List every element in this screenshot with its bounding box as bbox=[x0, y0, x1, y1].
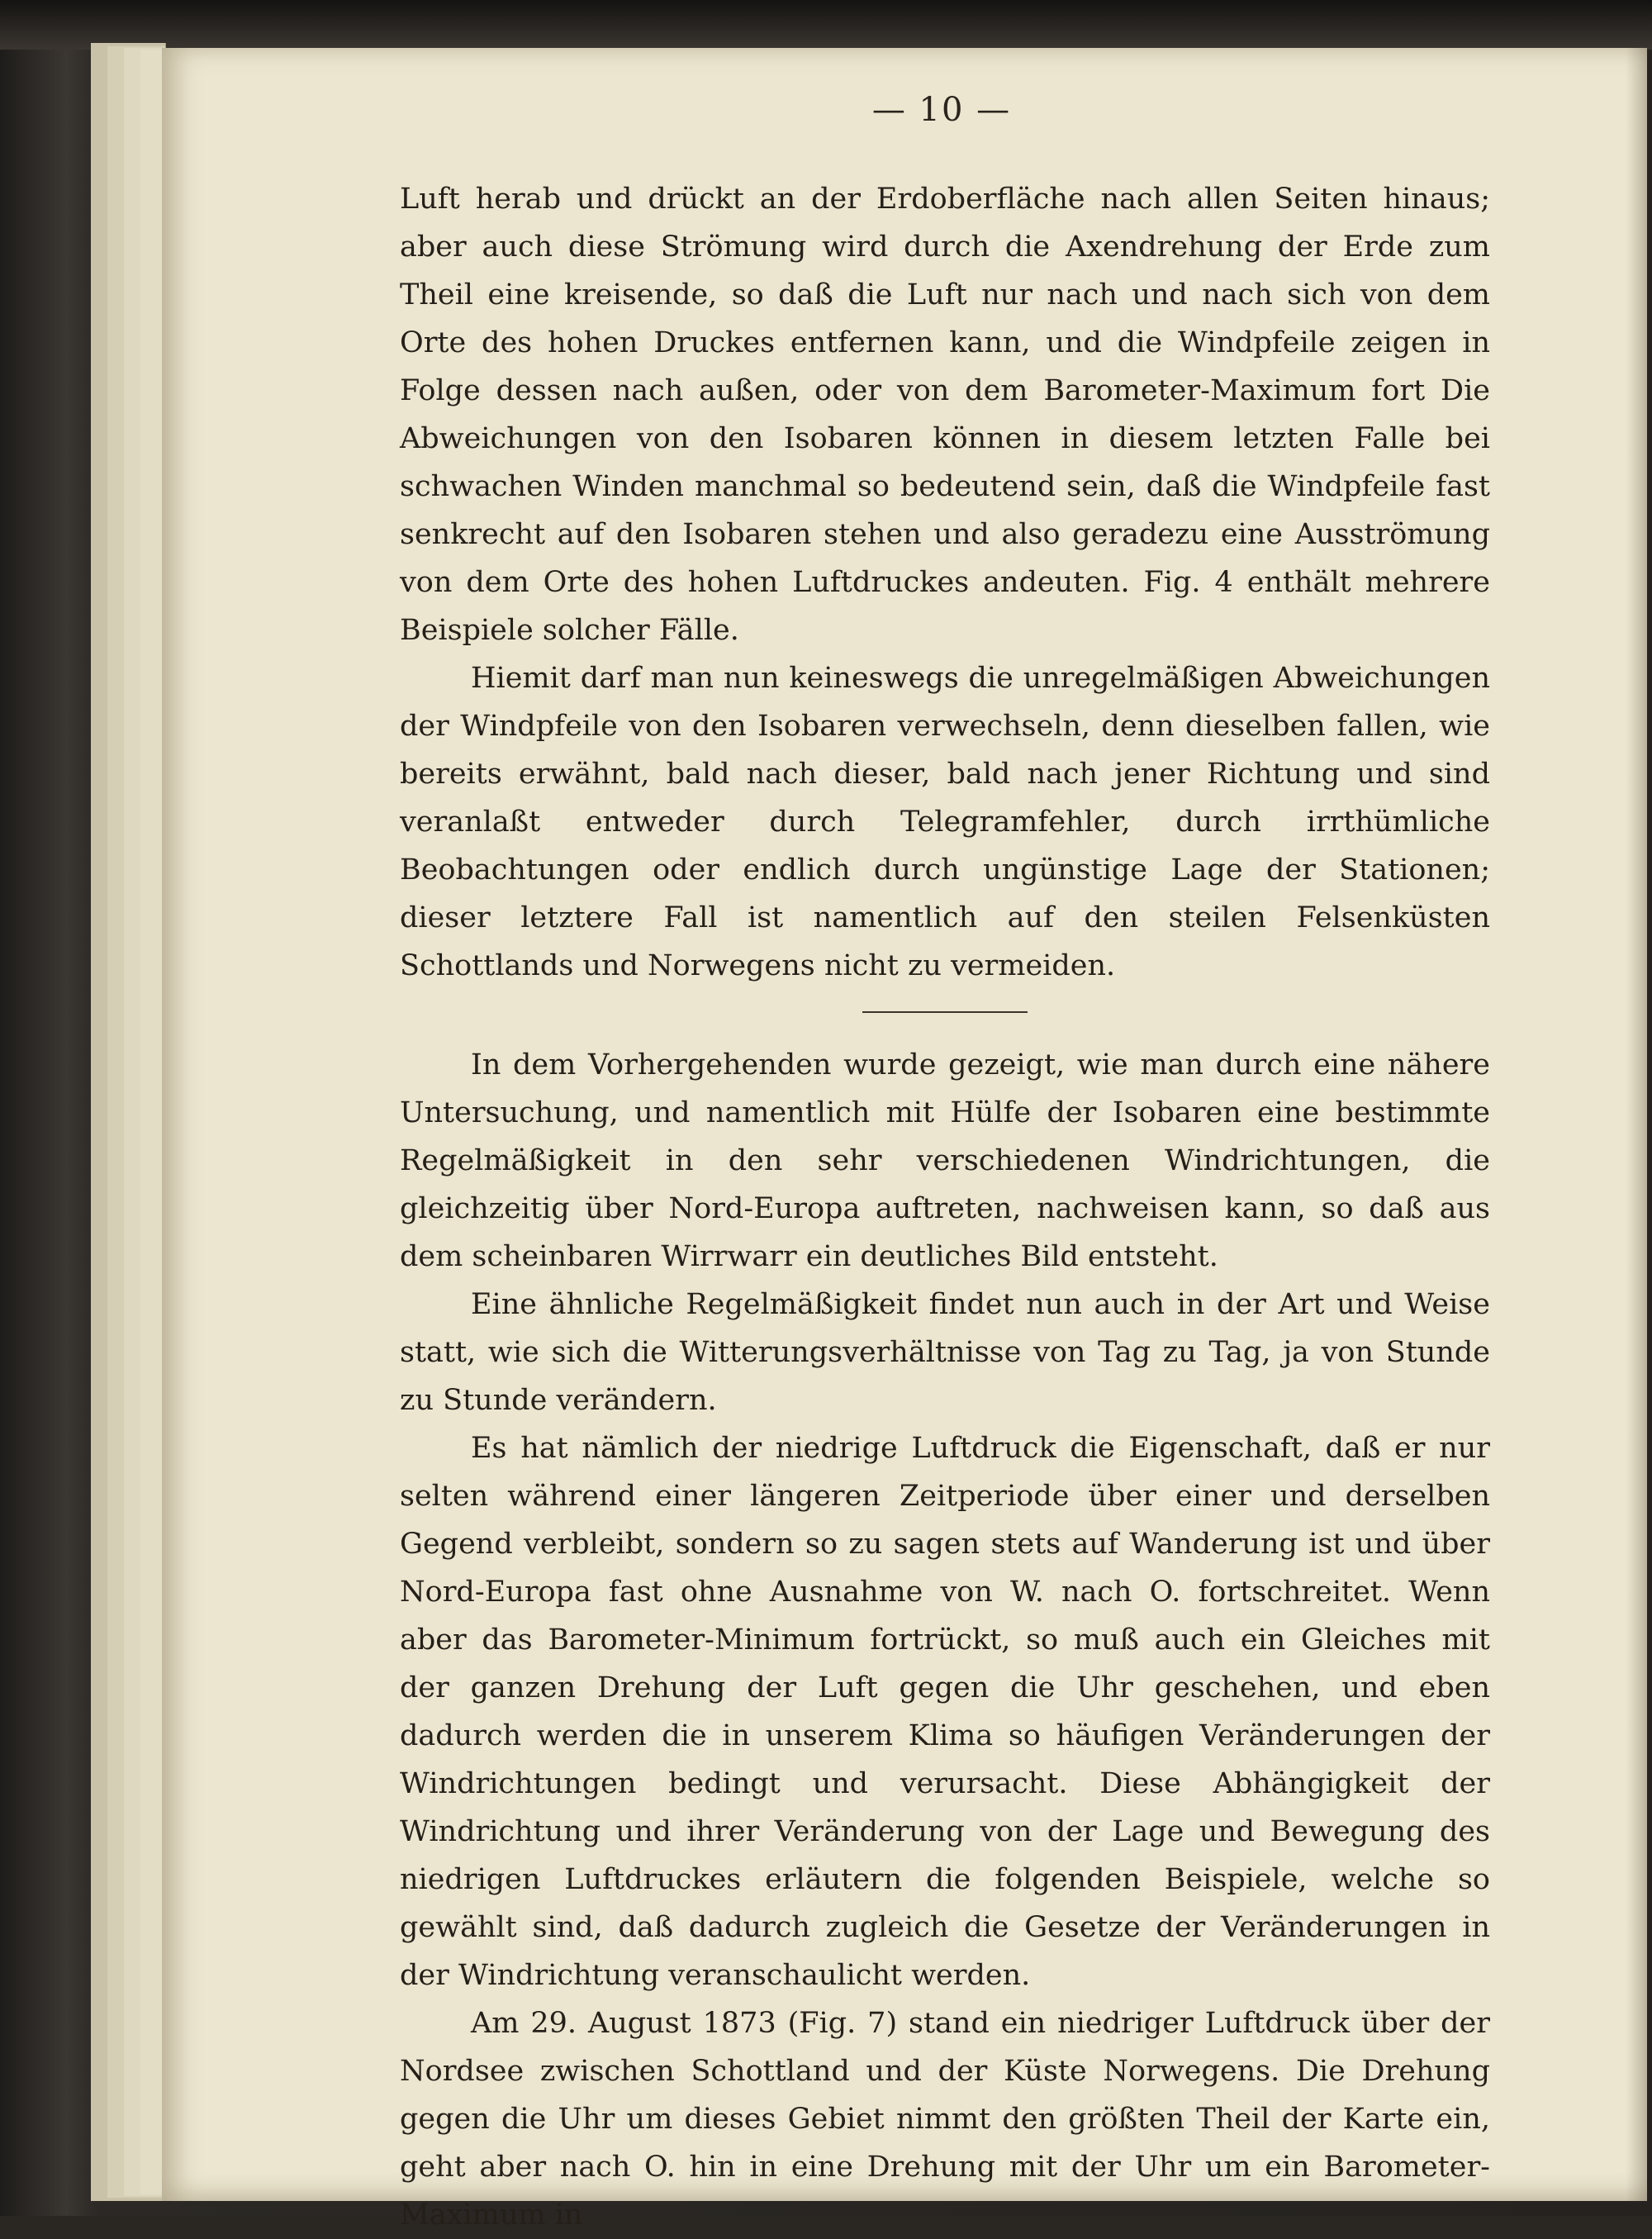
section-divider bbox=[862, 1011, 1028, 1013]
paragraph: Hiemit darf man nun keineswegs die unregelmäßigen Abweichungen der Windpfeile von den Isobaren verwechseln, denn dieselben fallen, wie bereits erwähnt, bald nach dieser, bald nach jener Richtung und sind veranlaßt entweder durch Telegramfehler, durch irrthümliche Beobachtungen oder endlich durch ungünstige Lage der Stationen; dieser letztere Fall ist namentlich auf den steilen Felsenküsten Schottlands und Norwegens nicht zu vermeiden. bbox=[400, 662, 1490, 982]
page-number: — 10 — bbox=[871, 91, 1012, 129]
paragraph: Luft herab und drückt an der Erdoberfläche nach allen Seiten hinaus; aber auch diese Strömung wird durch die Axendrehung der Erde zum Theil eine kreisende, so daß die Luft nur nach und nach sich von dem Orte des hohen Druckes entfernen kann, und die Windpfeile zeigen in Folge dessen nach außen, oder von dem Barometer-Maximum fort Die Abweichungen von den Isobaren können in diesem letzten Falle bei schwachen Winden manchmal so bedeutend sein, daß die Windpfeile fast senkrecht auf den Isobaren stehen und also geradezu eine Ausströmung von dem Orte des hohen Luftdruckes andeuten. Fig. 4 enthält mehrere Beispiele solcher Fälle. bbox=[400, 183, 1490, 647]
paragraph: Am 29. August 1873 (Fig. 7) stand ein niedriger Luftdruck über der Nordsee zwischen Schottland und der Küste Norwegens. Die Drehung gegen die Uhr um dieses Gebiet nimmt den größten Theil der Karte ein, geht aber nach O. hin in eine Drehung mit der Uhr um ein Barometer-Maximum in bbox=[400, 2007, 1490, 2232]
paragraph: Es hat nämlich der niedrige Luftdruck die Eigenschaft, daß er nur selten während einer längeren Zeitperiode über einer und derselben Gegend verbleibt, sondern so zu sagen stets auf Wanderung ist und über Nord-Europa fast ohne Ausnahme von W. nach O. fortschreitet. Wenn aber das Barometer-Minimum fortrückt, so muß auch ein Gleiches mit der ganzen Drehung der Luft gegen die Uhr geschehen, und eben dadurch werden die in unserem Klima so häufigen Veränderungen der Windrichtungen bedingt und verursacht. Diese Abhängigkeit der Windrichtung und ihrer Veränderung von der Lage und Bewegung des niedrigen Luftdruckes erläutern die folgenden Beispiele, welche so gewählt sind, daß dadurch zugleich die Gesetze der Veränderungen in der Windrichtung veranschaulicht werden. bbox=[400, 1432, 1490, 1992]
paragraph: In dem Vorhergehenden wurde gezeigt, wie man durch eine nähere Untersuchung, und namentlich mit Hülfe der Isobaren eine bestimmte Regelmäßigkeit in den sehr verschiedenen Windrichtungen, die gleichzeitig über Nord-Europa auftreten, nachweisen kann, so daß aus dem scheinbaren Wirrwarr ein deutliches Bild entsteht. bbox=[400, 1048, 1490, 1273]
paragraph: Eine ähnliche Regelmäßigkeit findet nun auch in der Art und Weise statt, wie sich die Witterungsverhältnisse von Tag zu Tag, ja von Stunde zu Stunde verändern. bbox=[400, 1288, 1490, 1417]
book-cover-top bbox=[0, 0, 1652, 50]
page-body bbox=[400, 175, 1490, 2239]
